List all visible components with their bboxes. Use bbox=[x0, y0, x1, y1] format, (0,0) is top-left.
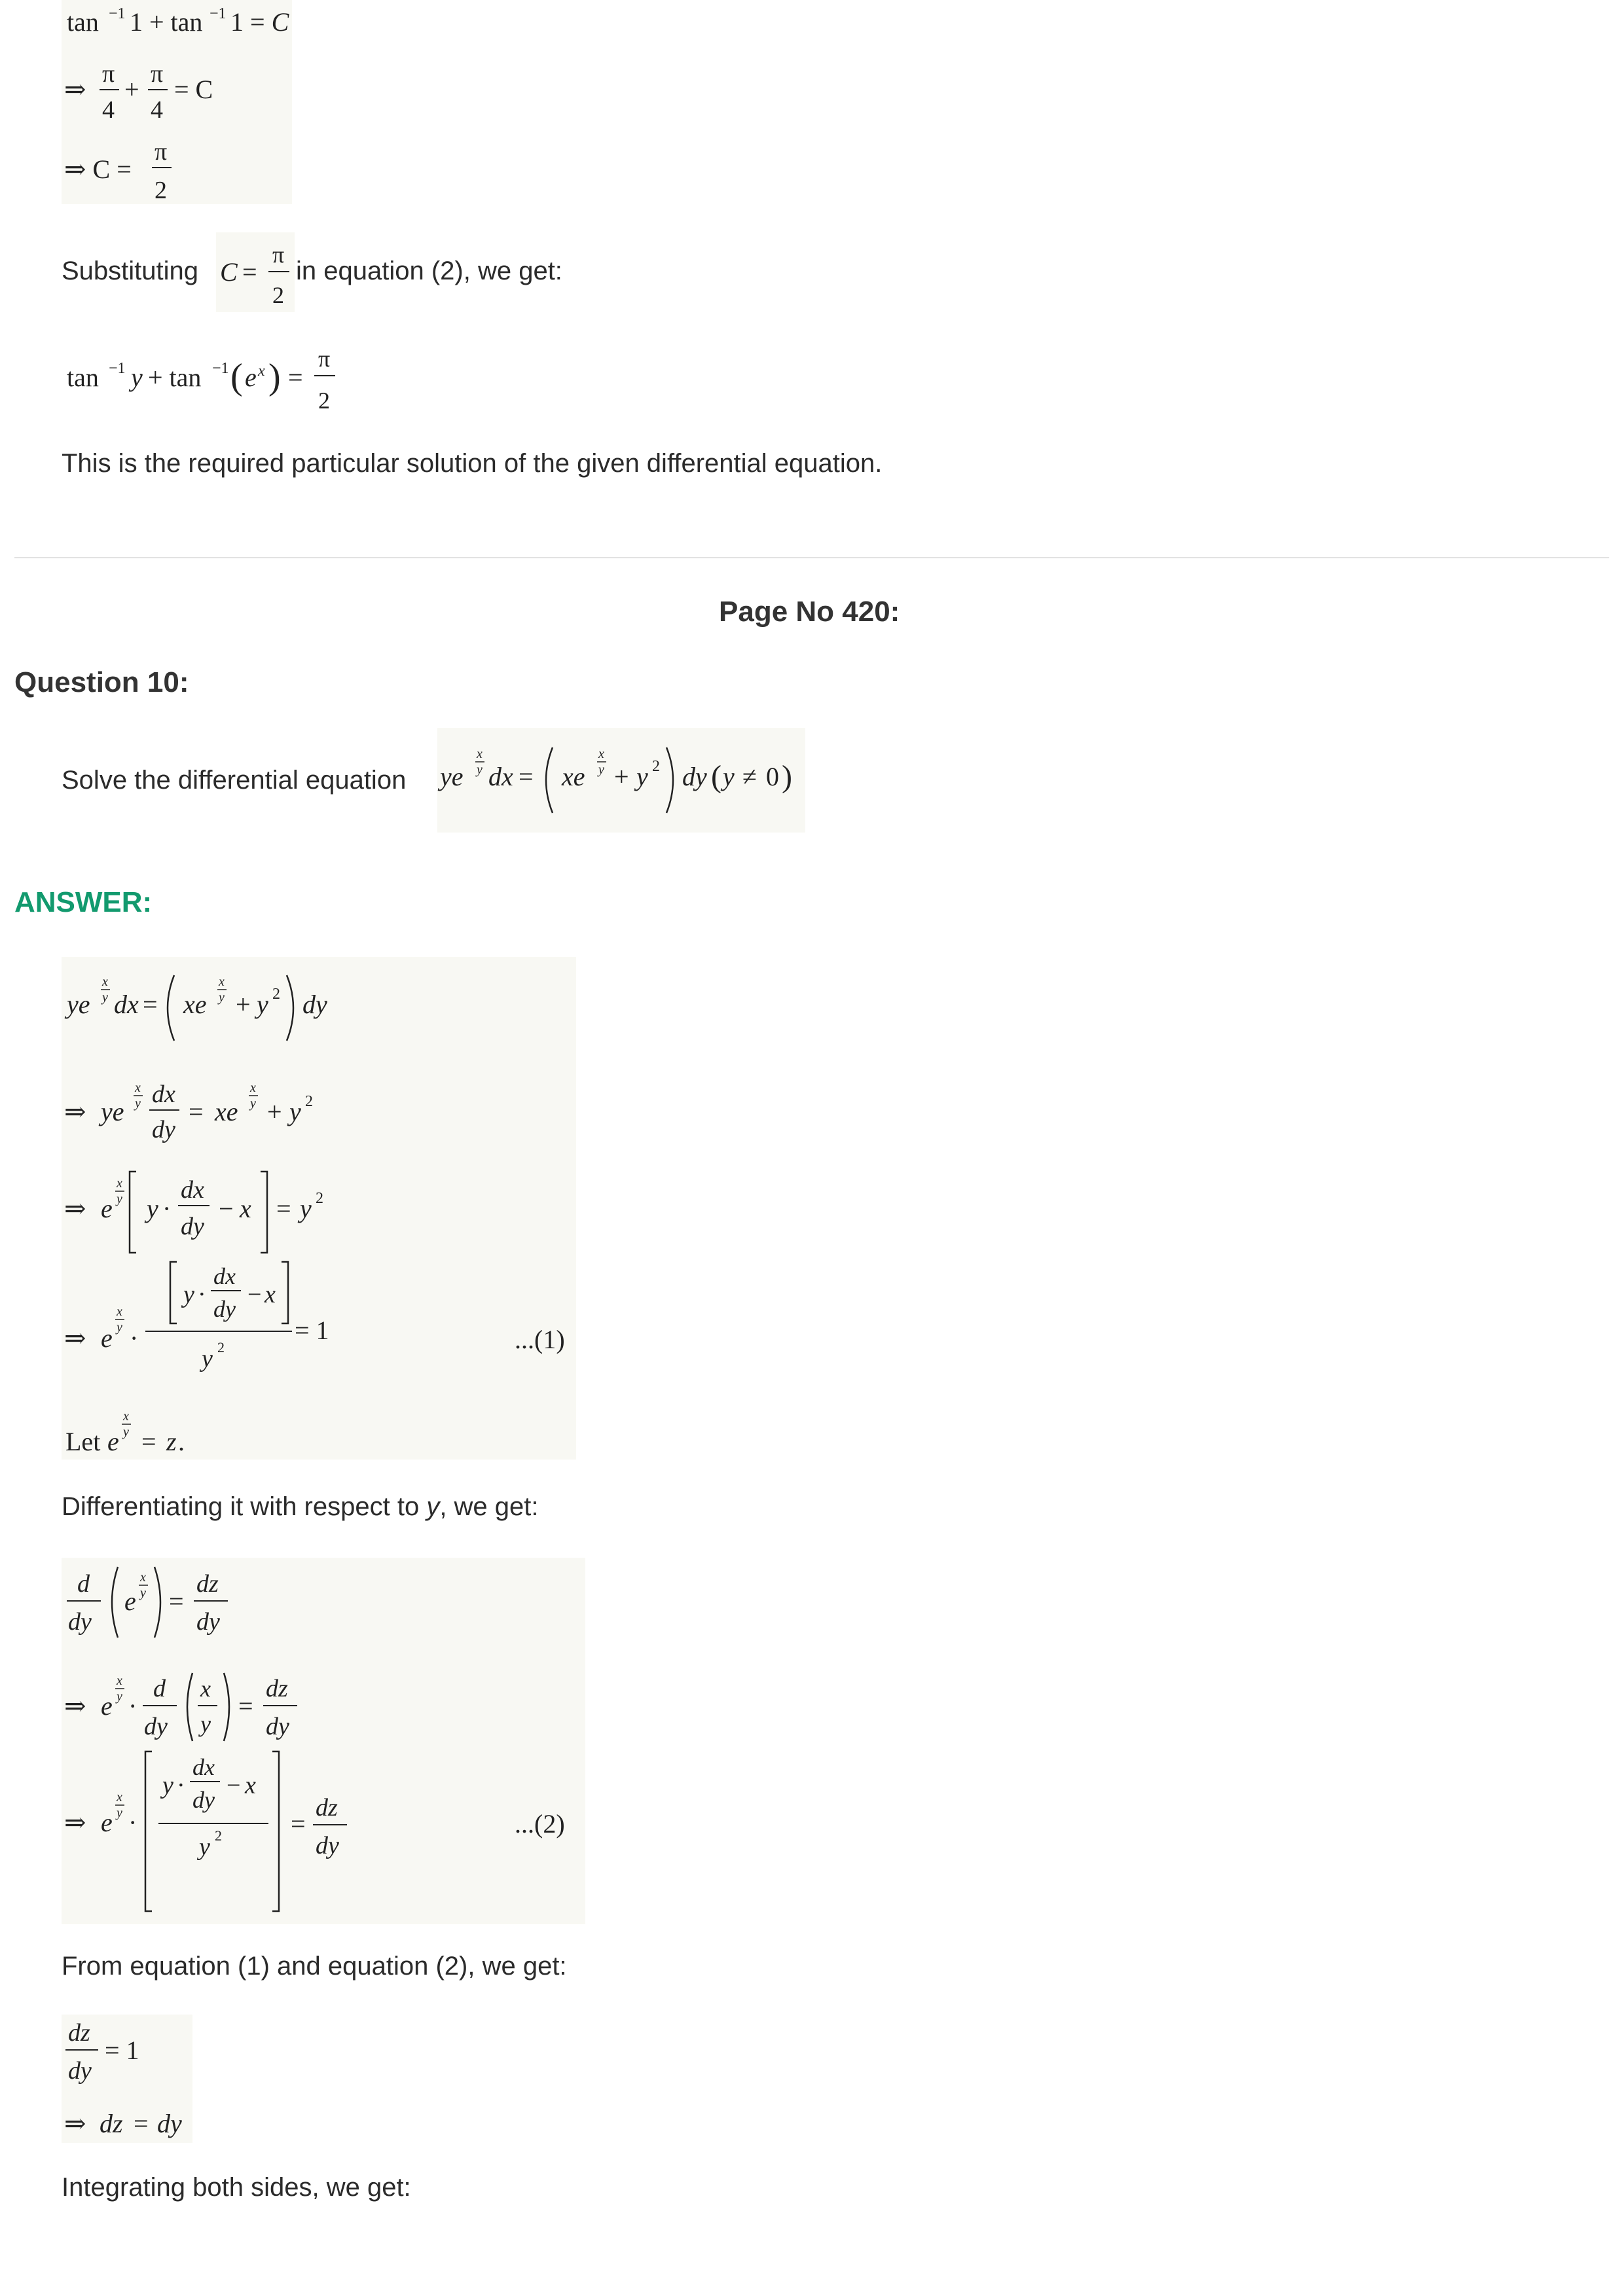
svg-text:π: π bbox=[102, 60, 115, 88]
svg-text:y: y bbox=[117, 1192, 122, 1206]
substitute-text-before: Substituting bbox=[62, 257, 199, 285]
equation-tag-1: ...(1) bbox=[515, 1325, 565, 1354]
svg-text:1 + tan: 1 + tan bbox=[130, 7, 203, 37]
svg-text:dx: dx bbox=[192, 1754, 215, 1780]
svg-text:x: x bbox=[477, 747, 483, 761]
svg-text:−: − bbox=[219, 1194, 234, 1223]
svg-text:+: + bbox=[124, 75, 139, 104]
svg-text:dy: dy bbox=[157, 2109, 182, 2138]
svg-text:dx: dx bbox=[114, 990, 139, 1019]
svg-text:=: = bbox=[519, 762, 534, 791]
svg-text:⇒: ⇒ bbox=[64, 2109, 86, 2138]
svg-text:(: ( bbox=[230, 357, 243, 397]
svg-text:y: y bbox=[300, 1194, 312, 1223]
svg-text:ye: ye bbox=[67, 990, 90, 1019]
svg-text:x: x bbox=[102, 975, 108, 989]
question-prompt: Solve the differential equation bbox=[62, 766, 407, 795]
svg-text:dy: dy bbox=[266, 1713, 289, 1740]
svg-text:2: 2 bbox=[155, 177, 167, 204]
svg-text:y: y bbox=[200, 1711, 211, 1737]
svg-text:C: C bbox=[220, 257, 238, 287]
svg-text:=: = bbox=[134, 2109, 149, 2138]
svg-text:x: x bbox=[117, 1790, 122, 1804]
svg-text:π: π bbox=[155, 138, 168, 166]
svg-text:e: e bbox=[101, 1194, 113, 1223]
svg-text:−1: −1 bbox=[210, 5, 227, 22]
svg-text:x: x bbox=[135, 1081, 141, 1095]
svg-text:z: z bbox=[166, 1427, 177, 1456]
svg-text:=: = bbox=[276, 1194, 291, 1223]
svg-text:dx: dx bbox=[152, 1081, 175, 1108]
particular-solution-equation bbox=[62, 340, 350, 419]
svg-text:π: π bbox=[272, 242, 285, 268]
svg-text:·: · bbox=[198, 1281, 206, 1308]
svg-text:≠: ≠ bbox=[742, 762, 757, 791]
svg-text:−: − bbox=[247, 1281, 262, 1308]
svg-text:x: x bbox=[598, 747, 604, 761]
svg-text:·: · bbox=[177, 1772, 185, 1799]
answer-math-image bbox=[62, 957, 576, 1460]
svg-text:e: e bbox=[245, 363, 257, 392]
svg-text:tan: tan bbox=[67, 7, 99, 37]
dz-math-image bbox=[62, 2015, 192, 2143]
svg-text:1 = C: 1 = C bbox=[230, 7, 289, 37]
svg-text:e: e bbox=[124, 1587, 136, 1616]
svg-text:y: y bbox=[135, 1096, 141, 1111]
svg-text:y: y bbox=[117, 1320, 122, 1335]
svg-text:x: x bbox=[123, 1409, 129, 1424]
svg-text:y: y bbox=[162, 1772, 173, 1799]
svg-text:y: y bbox=[202, 1345, 213, 1372]
svg-text:x: x bbox=[245, 1772, 256, 1799]
svg-text:y: y bbox=[289, 1097, 301, 1126]
svg-text:=: = bbox=[238, 1691, 253, 1721]
svg-text:.: . bbox=[178, 1427, 185, 1456]
svg-text:xe: xe bbox=[215, 1097, 238, 1126]
svg-text:Let: Let bbox=[65, 1427, 101, 1456]
svg-text:y: y bbox=[123, 1425, 129, 1439]
svg-text:= 1: = 1 bbox=[105, 2036, 139, 2065]
from-equations-text: From equation (1) and equation (2), we get: bbox=[62, 1952, 567, 1981]
svg-text:y: y bbox=[131, 363, 143, 392]
svg-text:=: = bbox=[169, 1587, 184, 1616]
svg-text:dz: dz bbox=[196, 1570, 219, 1598]
svg-text:dy: dy bbox=[68, 1608, 92, 1636]
svg-text:dz: dz bbox=[316, 1794, 338, 1821]
svg-text:·: · bbox=[162, 1194, 172, 1223]
svg-text:xe: xe bbox=[183, 990, 207, 1019]
svg-text:x: x bbox=[250, 1081, 256, 1095]
svg-text:y: y bbox=[199, 1833, 210, 1861]
svg-text:2: 2 bbox=[652, 758, 660, 775]
substitute-text-after: in equation (2), we get: bbox=[296, 257, 562, 285]
svg-text:x: x bbox=[219, 975, 225, 989]
svg-text:e: e bbox=[101, 1323, 113, 1353]
svg-text:=: = bbox=[189, 1097, 204, 1126]
svg-text:dy: dy bbox=[152, 1116, 175, 1143]
svg-text:dy: dy bbox=[144, 1713, 168, 1740]
svg-text:+: + bbox=[267, 1097, 282, 1126]
equation-tag-2: ...(2) bbox=[515, 1809, 565, 1839]
svg-text:⇒: ⇒ bbox=[64, 1691, 86, 1721]
svg-text:y: y bbox=[147, 1194, 158, 1223]
svg-text:4: 4 bbox=[102, 96, 115, 124]
svg-text:y: y bbox=[723, 762, 735, 791]
svg-text:x: x bbox=[117, 1674, 122, 1688]
svg-text:tan: tan bbox=[67, 363, 99, 392]
svg-text:dx: dx bbox=[181, 1176, 204, 1204]
question-equation bbox=[437, 728, 805, 833]
svg-text:=: = bbox=[143, 990, 158, 1019]
svg-text:dy: dy bbox=[196, 1608, 220, 1636]
svg-text:dx: dx bbox=[488, 762, 513, 791]
svg-text:2: 2 bbox=[318, 387, 330, 414]
svg-text:4: 4 bbox=[151, 96, 163, 124]
differentiating-text: Differentiating it with respect to y, we get: bbox=[62, 1492, 539, 1521]
svg-text:dy: dy bbox=[302, 990, 327, 1019]
svg-text:=: = bbox=[141, 1427, 156, 1456]
svg-text:y: y bbox=[117, 1689, 122, 1704]
question-title: Question 10: bbox=[14, 666, 189, 698]
svg-text:=: = bbox=[291, 1809, 306, 1839]
svg-text:dy: dy bbox=[192, 1787, 215, 1813]
svg-text:y: y bbox=[140, 1586, 146, 1600]
svg-text:π: π bbox=[151, 60, 164, 88]
svg-text:(: ( bbox=[711, 759, 721, 794]
svg-text:dy: dy bbox=[316, 1832, 339, 1859]
svg-text:dy: dy bbox=[682, 762, 707, 791]
svg-text:−1: −1 bbox=[109, 360, 126, 377]
svg-text:ye: ye bbox=[440, 762, 464, 791]
differentiating-variable: y bbox=[426, 1492, 440, 1521]
svg-text:·: · bbox=[128, 1691, 137, 1721]
svg-text:y: y bbox=[250, 1096, 256, 1111]
svg-text:e: e bbox=[107, 1427, 119, 1456]
svg-text:π: π bbox=[318, 346, 331, 372]
svg-text:2: 2 bbox=[215, 1827, 222, 1844]
top-math-image bbox=[62, 0, 292, 204]
svg-text:+ tan: + tan bbox=[148, 363, 202, 392]
svg-text:2: 2 bbox=[217, 1339, 225, 1355]
svg-text:y: y bbox=[183, 1281, 194, 1308]
svg-text:dz: dz bbox=[266, 1675, 288, 1702]
svg-text:+: + bbox=[236, 990, 251, 1019]
svg-text:dx: dx bbox=[213, 1263, 236, 1289]
svg-text:x: x bbox=[200, 1676, 211, 1702]
svg-text:x: x bbox=[117, 1176, 122, 1191]
svg-text:x: x bbox=[117, 1304, 122, 1319]
svg-text:⇒: ⇒ bbox=[64, 1323, 86, 1353]
svg-text:x: x bbox=[240, 1194, 251, 1223]
svg-text:dy: dy bbox=[68, 2057, 92, 2085]
svg-text:·: · bbox=[128, 1808, 137, 1837]
section-divider bbox=[14, 557, 1609, 558]
answer-label: ANSWER: bbox=[14, 886, 153, 918]
svg-text:= C: = C bbox=[174, 75, 213, 104]
svg-text:d: d bbox=[77, 1570, 90, 1598]
svg-text:⇒: ⇒ bbox=[64, 1194, 86, 1223]
integrating-text: Integrating both sides, we get: bbox=[62, 2173, 411, 2202]
svg-text:e: e bbox=[101, 1691, 113, 1721]
svg-text:2: 2 bbox=[272, 986, 280, 1003]
svg-text:2: 2 bbox=[272, 282, 284, 308]
svg-text:⇒: ⇒ bbox=[64, 1808, 86, 1837]
svg-text:dy: dy bbox=[181, 1213, 204, 1240]
svg-text:): ) bbox=[782, 759, 792, 794]
svg-text:x: x bbox=[264, 1281, 276, 1308]
svg-text:= 1: = 1 bbox=[295, 1316, 329, 1345]
svg-text:·: · bbox=[130, 1323, 139, 1353]
svg-text:x: x bbox=[258, 363, 265, 380]
svg-text:dz: dz bbox=[100, 2109, 123, 2138]
svg-text:−: − bbox=[227, 1772, 241, 1799]
svg-text:=: = bbox=[242, 257, 257, 287]
substitute-inline-math bbox=[216, 232, 295, 312]
svg-text:0: 0 bbox=[766, 762, 779, 791]
page-label: Page No 420: bbox=[719, 596, 900, 628]
svg-text:⇒: ⇒ bbox=[64, 1097, 86, 1126]
svg-text:x: x bbox=[140, 1570, 146, 1585]
svg-text:−1: −1 bbox=[212, 360, 229, 377]
svg-text:xe: xe bbox=[562, 762, 585, 791]
svg-text:⇒: ⇒ bbox=[64, 75, 86, 104]
svg-text:e: e bbox=[101, 1808, 113, 1837]
top-math-equations bbox=[62, 0, 292, 204]
svg-text:y: y bbox=[219, 990, 225, 1005]
svg-text:y: y bbox=[102, 990, 108, 1005]
svg-text:y: y bbox=[257, 990, 268, 1019]
svg-text:): ) bbox=[268, 357, 281, 397]
svg-text:=: = bbox=[288, 363, 303, 392]
svg-text:2: 2 bbox=[305, 1093, 313, 1110]
svg-text:dy: dy bbox=[213, 1296, 236, 1322]
conclusion-text: This is the required particular solution of the given differential equation. bbox=[62, 449, 883, 478]
svg-text:y: y bbox=[117, 1806, 122, 1820]
svg-text:⇒ C =: ⇒ C = bbox=[64, 154, 132, 184]
svg-text:−1: −1 bbox=[109, 5, 126, 22]
differentiation-math-image bbox=[62, 1558, 585, 1924]
svg-text:y: y bbox=[636, 762, 648, 791]
svg-text:dz: dz bbox=[68, 2019, 90, 2047]
svg-text:2: 2 bbox=[316, 1190, 323, 1207]
svg-text:+: + bbox=[614, 762, 629, 791]
svg-text:d: d bbox=[153, 1675, 166, 1702]
svg-text:ye: ye bbox=[101, 1097, 124, 1126]
svg-text:y: y bbox=[477, 762, 483, 777]
svg-text:y: y bbox=[598, 762, 604, 777]
